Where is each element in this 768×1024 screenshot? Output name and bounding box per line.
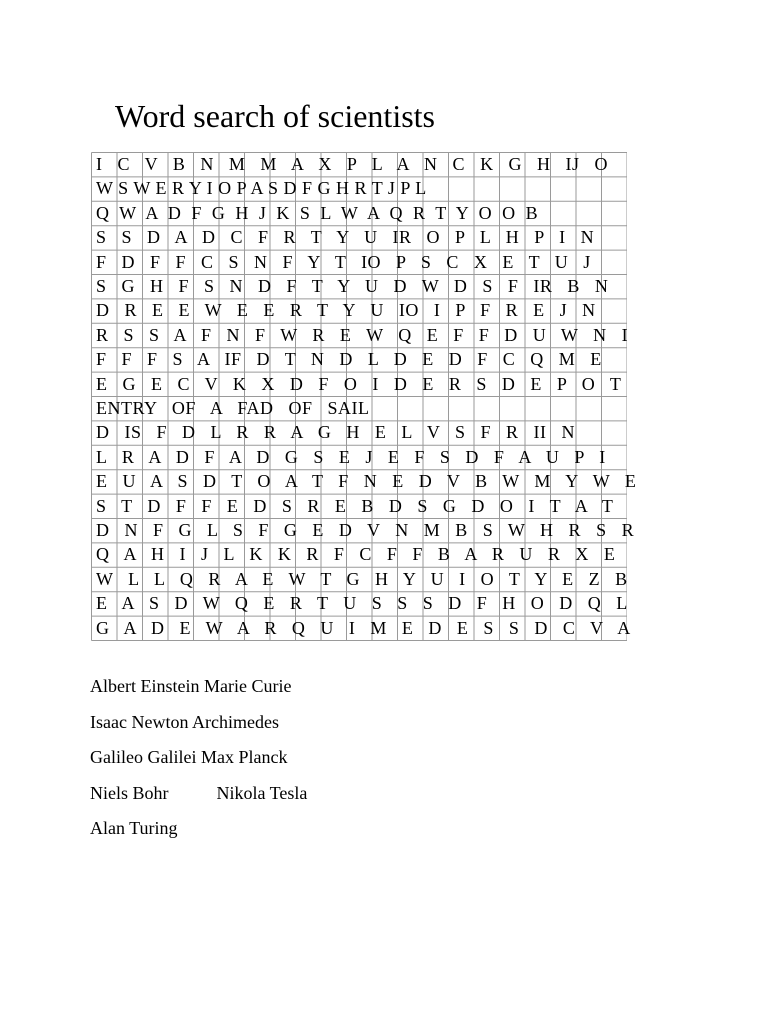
word-list (90, 674, 307, 852)
grid-row (91, 494, 768, 518)
grid-row (91, 298, 768, 322)
grid-row-letters: Q W A D F G H J K S L W A Q R T Y O O B (96, 202, 539, 223)
grid-row (91, 567, 768, 591)
grid-row (91, 420, 768, 444)
word-list-line (90, 781, 307, 817)
grid-row (91, 152, 768, 176)
word-list-line (90, 674, 307, 710)
word-list-line (90, 710, 307, 746)
grid-row (91, 225, 768, 249)
grid-row (91, 201, 768, 225)
grid-row-letters: D N F G L S F G E D V N M B S W H R S R (96, 520, 635, 540)
grid-row-letters: W L L Q R A E W T G H Y U I O T Y E Z B (96, 568, 628, 589)
scientist-name: Marie Curie (203, 676, 292, 696)
grid-row (91, 469, 768, 493)
grid-row-letters: G A D E W A R Q U I M E D E S S D C V A (96, 617, 631, 638)
grid-row (91, 445, 768, 469)
grid-row-letters: F F F S A IF D T N D L D E D F C Q M E (96, 349, 602, 370)
grid-row-letters: D IS F D L R R A G H E L V S F R II N (96, 422, 576, 443)
grid-row-letters: Q A H I J L K K R F C F F B A R U R X E (96, 544, 616, 565)
grid-row-letters: E A S D W Q E R T U S S S D F H O D Q L (96, 593, 628, 614)
scientist-name: Max Planck (200, 747, 288, 767)
grid-row-letters: D R E E W E E R T Y U IO I P F R E J N (96, 300, 596, 321)
grid-row (91, 372, 768, 396)
grid-row-letters: W S W E R Y I O P A S D F G H R T J P L (96, 178, 427, 199)
scientist-name: Niels Bohr (90, 782, 169, 803)
page-title: Word search of scientists (115, 98, 435, 134)
scientist-name: Isaac Newton (90, 711, 189, 732)
grid-row-letters: L R A D F A D G S E J E F S D F A U P I (96, 446, 606, 467)
grid-row-letters: S T D F F E D S R E B D S G D O I T A T (96, 495, 614, 516)
grid-row (91, 250, 768, 274)
scientist-name: Archimedes (191, 711, 279, 732)
grid-row (91, 542, 768, 566)
grid-row (91, 274, 768, 298)
grid-row-letters: S G H F S N D F T Y U D W D S F IR B N (96, 276, 609, 296)
grid-row (91, 396, 768, 420)
grid-row-letters: F D F F C S N F Y T IO P S C X E T U J (96, 251, 591, 272)
grid-row-letters: E G E C V K X D F O I D E R S D E P O T (96, 373, 622, 394)
grid-row-letters: S S D A D C F R T Y U IR O P L H P I N (96, 227, 595, 248)
grid-row (91, 591, 768, 615)
scientist-name: Albert Einstein (90, 676, 200, 696)
scientist-name: Galileo Galilei (90, 747, 197, 767)
grid-row (91, 518, 768, 542)
grid-row-letters: E U A S D T O A T F N E D V B W M Y W E (96, 471, 637, 492)
grid-row-letters: I C V B N M M A X P L A N C K G H IJ O (96, 154, 609, 174)
word-search-grid (91, 152, 637, 640)
word-list-line (90, 816, 307, 852)
grid-row-letters: R S S A F N F W R E W Q E F F D U W N I (96, 324, 629, 345)
grid-row (91, 176, 768, 200)
scientist-name: Alan Turing (90, 818, 178, 838)
grid-row (91, 616, 768, 640)
scientist-name: Nikola Tesla (216, 782, 308, 803)
grid-row-letters: ENTRY OF A FAD OF SAIL (96, 398, 370, 418)
grid-row (91, 347, 768, 371)
grid-row (91, 323, 768, 347)
word-list-line (90, 745, 307, 781)
